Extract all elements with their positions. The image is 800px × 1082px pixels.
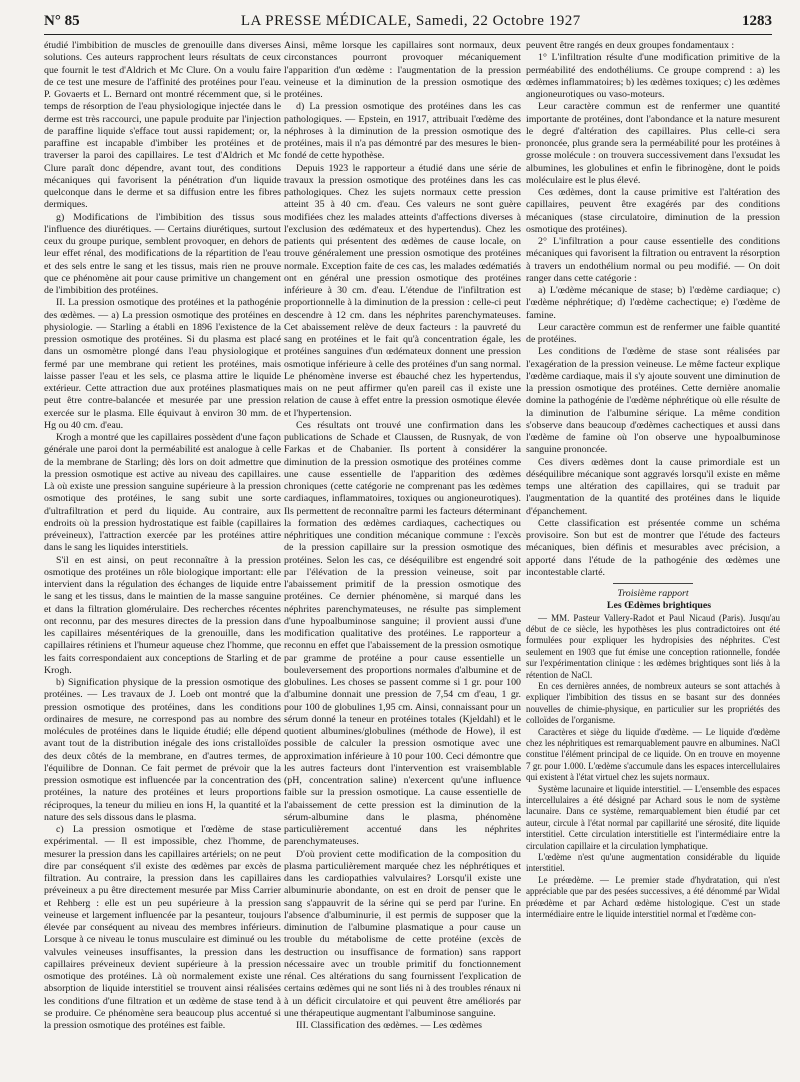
paragraph: Système lacunaire et liquide interstitiel. — L'ensemble des espaces intercellulaires a été désigné par Achard sous le nom de système lacunaire. Dans ce système, remarquablement bien étudié par cet auteur, circule à l'état normal par capillarité une sérosité, dite liquide interstitiel. Cette circulation interstitielle est l'intermédiaire entre la circulation capillaire et la circulation lymphatique. [526, 783, 780, 851]
paragraph: Le préœdème. — Le premier stade d'hydratation, qui n'est appréciable que par des pesées successives, a été dénommé par Widal préœdème et par Achard œdème histologique. C'est un stade intermédiaire entre le liquide interstitiel normal et l'œdème con- [526, 874, 780, 920]
paragraph: D'où provient cette modification de la composition du plasma particulièrement marquée chez les néphrétiques et dans les cardiopathies valvulaires? Lorsqu'il existe une albuminurie abondante, on est en droit de penser que le sang s'appauvrit de la sérine qui se perd par l'urine. En l'absence d'albuminurie, il est permis de supposer que la diminution de l'albumine plasmatique a pour cause un trouble du métabolisme de cette protéine (excès de destruction ou insuffisance de formation) sans rapport nécessaire avec un trouble primitif du fonctionnement rénal. Ces altérations du sang fournissent l'explication de certains œdèmes qui ne sont liés ni à des troubles rénaux ni à un déficit circulatoire et qui peuvent être améliorés par une thérapeutique augmentant l'albuminose sanguine. [284, 848, 521, 1019]
paragraph: En ces dernières années, de nombreux auteurs se sont attachés à expliquer l'imbibition des tissus en se basant sur des données nouvelles de chimie-physique, en particulier sur les propriétés des colloïdes de l'organisme. [526, 680, 780, 726]
paragraph: II. La pression osmotique des protéines et la pathogénie des œdèmes. — a) La pression osmotique des protéines en physiologie. — Starling a établi en 1896 l'existence de la pression osmotique des protéines. Si du plasma est placé dans un osmomètre plongé dans l'eau physiologique et fermé par une membrane qui retient les protéines, mais laisse passer l'eau et les sels, ce plasma attire le liquide extérieur. Cette attraction due aux protéines plasmatiques peut être contre-balancée et mesurée par une pression exercée sur le plasma. Elle équivaut à environ 30 mm. de Hg ou 40 cm. d'eau. [44, 297, 281, 431]
paragraph: Ces divers œdèmes dont la cause primordiale est un déséquilibre mécanique sont aggravés lorsqu'il existe en même temps une altération des capillaires, qui se traduit par l'augmentation de la quantité des protéines dans le liquide d'épanchement. [526, 456, 780, 517]
column-3 [526, 40, 780, 920]
paragraph: peuvent être rangés en deux groupes fondamentaux : [526, 40, 735, 51]
paragraph: 2° L'infiltration a pour cause essentielle des conditions mécaniques qui favorisent la filtration ou entravent la résorption à travers un endothélium normal ou peu modifié. — On doit ranger dans cette catégorie : [526, 236, 780, 284]
paragraph: Ainsi, même lorsque les capillaires sont normaux, deux circonstances pourront provoquer mécaniquement l'apparition d'un œdème : l'augmentation de la pression veineuse et la diminution de la pression osmotique des protéines. [284, 40, 521, 100]
issue-number: N° 85 [44, 12, 80, 29]
paragraph: étudié l'imbibition de muscles de grenouille dans diverses solutions. Ces auteurs rapprochent leurs résultats de ceux que fournit le test d'Aldrich et Mc Clure. On a voulu faire de ce test une mesure de l'affinité des protéines pour l'eau. P. Govaerts et L. Bernard ont montré récemment que, si le temps de résorption de l'eau physiologique injectée dans le derme est très raccourci, une papule produite par l'injection de paraffine liquide s'efface tout aussi rapidement; or, la paraffine est incapable d'imbiber les protéines et de traverser la paroi des capillaires. Le test d'Aldrich et Mc Clure paraît donc dépendre, avant tout, des conditions mécaniques qui favorisent la pénétration d'un liquide quelconque dans le derme et sa diffusion entre les fibres dermiques. [44, 40, 281, 211]
paragraph: d) La pression osmotique des protéines dans les cas pathologiques. — Epstein, en 1917, attribuait l'œdème des néphroses à la diminution de la pression osmotique des protéines, mais il n'a pas démontré par des mesures le bien-fondé de cette hypothèse. [284, 101, 521, 162]
column-1 [44, 40, 281, 1032]
paragraph: 1° L'infiltration résulte d'une modification primitive de la perméabilité des endothéliums. Ce groupe comprend : a) les œdèmes inflammatoires; b) les œdèmes toxiques; c) les œdèmes angioneurotiques ou vaso-moteurs. [526, 52, 780, 100]
paragraph: Depuis 1923 le rapporteur a étudié dans une série de travaux la pression osmotique des protéines dans les cas pathologiques. Chez les sujets normaux cette pression atteint 35 à 40 cm. d'eau. Ces valeurs ne sont guère modifiées chez les malades atteints d'affections diverses à l'exclusion des œdémateux et des hypertendus). Chez les patients qui présentent des œdèmes de cause locale, on trouve généralement une pression osmotique des protéines normale. Exception faite de ces cas, les malades œdématiés ont en général une pression osmotique des protéines inférieure à 30 cm. d'eau. L'étendue de l'infiltration est proportionnelle à la diminution de la pression : celle-ci peut descendre à 12 cm. dans les néphrites parenchymateuses. Cet abaissement relève de deux facteurs : la pauvreté du sang en protéines et le fait qu'à concentration égale, les protéines sanguines d'un œdémateux donnent une pression osmotique inférieure à celle des protéines d'un sang normal. Le phénomène inverse est ébauché chez les hypertendus, mais on ne peut affirmer qu'en pareil cas il existe une relation de cause à effet entre la pression osmotique élevée et l'hypertension. [284, 162, 521, 419]
paragraph: Ces œdèmes, dont la cause primitive est l'altération des capillaires, peuvent être exagérés par des conditions mécaniques (stase circulatoire, diminution de la pression osmotique des protéines). [526, 187, 780, 235]
report-label: Troisième rapport [617, 588, 689, 599]
paragraph: S'il en est ainsi, on peut reconnaître à la pression osmotique des protéines un rôle biologique important: elle intervient dans la régulation des échanges de liquide entre le sang et les tissus, dans le maintien de la masse sanguine et dans la filtration glomérulaire. Des recherches récentes ont reconnu, par des mesures directes de la pression dans les capillaires mésentériques de la grenouille, dans les capillaires rétiniens et l'humeur aqueuse chez l'homme, que les faits correspondaient aux conceptions de Starling et de Krogh. [44, 554, 281, 676]
journal-title: LA PRESSE MÉDICALE, Samedi, 22 Octobre 1927 [240, 12, 581, 29]
paragraph: Les conditions de l'œdème de stase sont réalisées par l'exagération de la pression veineuse. Le même facteur explique l'œdème cardiaque, mais il s'y ajoute souvent une diminution de la pression osmotique des protéines. Cette dernière anomalie domine la pathogénie de l'œdème néphrétique où elle résulte de la diminution de l'albumine sérique. La même condition s'observe dans beaucoup d'œdèmes cachectiques et aussi dans l'œdème de famine où l'on observe une hypoalbuminose sanguine prononcée. [526, 346, 780, 456]
paragraph: Ces résultats ont trouvé une confirmation dans les publications de Schade et Claussen, de Rusnyak, de von Farkas et de Chabanier. Ils portent à considérer la diminution de la pression osmotique des protéines comme une cause essentielle de l'apparition des œdèmes chroniques (cette catégorie ne comprenant pas les œdèmes cardiaques, inflammatoires, toxiques ou angioneurotiques). Ils permettent de reconnaître parmi les facteurs déterminant la formation des œdèmes cardiaques, cachectiques ou néphritiques une condition mécanique commune : l'excès de la pression capillaire sur la pression osmotique des protéines. Selon les cas, ce déséquilibre est engendré soit par l'élévation de la pression veineuse, soit par l'abaissement primitif de la pression osmotique des protéines. Ce dernier phénomène, si marqué dans les néphrites parenchymateuses, ne résulte pas simplement d'une hypoalbuminose sanguine; il provient aussi d'une modification qualitative des protéines. Le rapporteur a reconnu en effet que l'abaissement de la pression osmotique par gramme de protéine a pour cause essentielle un bouleversement des proportions normales d'albumine et de globulines. Les choses se passent comme si 1 gr. pour 100 d'albumine donnait une pression de 7,54 cm d'eau, 1 gr. pour 100 de globulines 1,95 cm. Ainsi, connaissant pour un sérum donné la teneur en protéines totales (Kjeldahl) et le quotient albumines/globulines (méthode de Howe), il est possible de calculer la pression osmotique avec une approximation inférieure à 10 pour 100. Ceci démontre que les autres facteurs dont l'intervention est vraisemblable (pH, concentration saline) n'exercent qu'une influence faible sur la pression osmotique. La cause essentielle de l'abaissement de cette pression est la diminution de la sérum-albumine dans le plasma, phénomène particulièrement accentué dans les néphrites parenchymateuses. [284, 419, 521, 848]
paragraph: — MM. Pasteur Vallery-Radot et Paul Nicaud (Paris). Jusqu'au début de ce siècle, les hypothèses les plus contradictoires ont été formulées pour expliquer les hydropisies des néphrites. C'est seulement en 1903 que fut émise une conception rationnelle, fondée sur l'expérimentation clinique : les œdèmes brightiques sont liés à la rétention de NaCl. [526, 612, 780, 680]
paragraph: L'œdème n'est qu'une augmentation considérable du liquide interstitiel. [526, 852, 780, 874]
paragraph: a) L'œdème mécanique de stase; b) l'œdème cardiaque; c) l'œdème néphrétique; d) l'œdème cachectique; e) l'œdème de famine. [526, 285, 780, 321]
paragraph: g) Modifications de l'imbibition des tissus sous l'influence des diurétiques. — Certains diurétiques, surtout ceux du groupe purique, semblent provoquer, en dehors de leur effet rénal, des modifications de la répartition de l'eau et des sels entre le sang et les tissus, mais rien ne prouve que ce phénomène ait pour cause primitive un changement de l'imbibition des protéines. [44, 211, 281, 296]
paragraph: b) Signification physique de la pression osmotique des protéines. — Les travaux de J. Loeb ont montré que la pression osmotique des protéines, dans les conditions ordinaires de mesure, ne correspond pas au nombre des molécules de protéines dans le liquide étudié; elle dépend avant tout de la distribution inégale des ions cristalloïdes des deux côtés de la membrane, en d'autres termes, de l'équilibre de Donnan. Ce fait permet de prévoir que la pression osmotique est influencée par la concentration des protéines, la nature des protéines et leurs proportions réciproques, la teneur du milieu en ions H, la quantité et la nature des sels dissous dans le plasma. [44, 677, 281, 823]
paragraph: Leur caractère commun est de renfermer une faible quantité de protéines. [526, 321, 780, 345]
paragraph: c) La pression osmotique et l'œdème de stase expérimental. — Il est impossible, chez l'homme, de mesurer la pression dans les capillaires artériels; on ne peut dire par conséquent s'il existe des œdèmes par excès de filtration. Au contraire, la pression dans les capillaires préveineux a pu être directement mesurée par Miss Carrier et Rehberg : elle est un peu supérieure à la pression veineuse et largement influencée par la pesanteur, toujours élevée par conséquent au niveau des membres inférieurs. Lorsque à ce niveau le tonus musculaire est diminué ou les valvules veineuses insuffisantes, la pression dans les capillaires préveineux devient supérieure à la pression osmotique des protéines. Là où normalement existe une absorption de liquide interstitiel se trouvent ainsi réalisées les conditions d'une filtration et un œdème de stase tend à se produire. Ce phénomène sera beaucoup plus accentué si la pression osmotique des protéines est faible. [44, 824, 281, 1031]
report-title: Les Œdèmes brightiques [606, 600, 712, 612]
column-2 [284, 40, 521, 1032]
paragraph: Leur caractère commun est de renfermer une quantité importante de protéines, dont l'abondance et la nature mesurent le degré d'altération des capillaires. Plus celle-ci sera prononcée, plus grande sera la perméabilité pour les protéines à grosse molécule : on trouvera successivement dans l'exsudat les albumines, les globulines et enfin le fibrinogène, dont le poids moléculaire est le plus élevé. [526, 101, 780, 186]
paragraph: III. Classification des œdèmes. — Les œdèmes [296, 1020, 482, 1031]
section-divider [613, 583, 693, 584]
page-header [44, 8, 772, 35]
report-body [526, 613, 780, 921]
paragraph: Cette classification est présentée comme un schéma provisoire. Son but est de montrer que l'étude des facteurs mécaniques, bien définis et mesurables avec précision, a apporté dans l'étude de la pathogénie des œdèmes une incontestable clarté. [526, 517, 780, 578]
paragraph: Krogh a montré que les capillaires possèdent d'une façon générale une paroi dont la perméabilité est analogue à celle de la membrane de Starling; dès lors on doit admettre que la pression osmotique est active au niveau des capillaires. Là où existe une pression sanguine supérieure à la pression osmotique des protéines, le sang subit une sorte d'ultrafiltration et perd du liquide. Au contraire, aux endroits où la pression hydrostatique est faible (capillaires préveineux), l'attraction exercée par les protéines attire dans le sang les liquides interstitiels. [44, 432, 281, 554]
paragraph: Caractères et siège du liquide d'œdème. — Le liquide d'œdème chez les néphritiques est remarquablement pauvre en albumines. NaCl constitue l'élément principal de ce liquide. On en trouve en moyenne 7 gr. pour 1.000. L'œdème s'accumule dans les espaces intercellulaires qui existent à l'état virtuel chez les sujets normaux. [526, 726, 780, 783]
page-number: 1283 [741, 12, 772, 29]
